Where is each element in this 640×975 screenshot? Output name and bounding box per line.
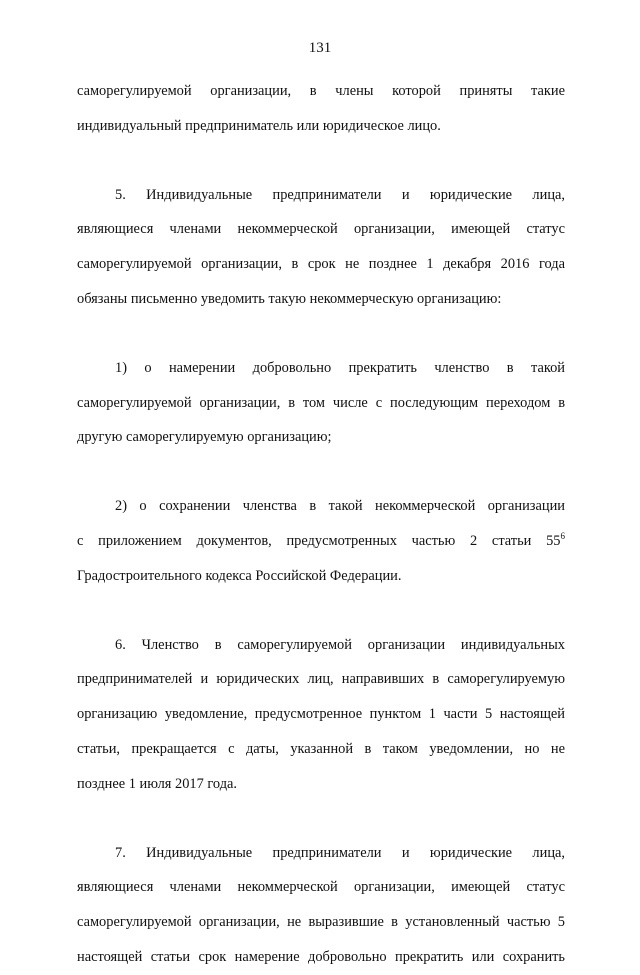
list-item-2 [77,489,565,593]
text-line: предпринимателей и юридических лиц, направивших в саморегулируемую [77,671,565,688]
text-line: являющиеся членами некоммерческой организации, имеющей статус [77,221,565,238]
text-line: саморегулируемой организации, в члены которой приняты такие [77,83,565,99]
text-line: статьи, прекращается с даты, указанной в таком уведомлении, но не [77,740,565,757]
text-line-main: с приложением документов, предусмотренных частью 2 статьи 55 [77,532,561,549]
text-line: Градостроительного кодекса Российской Федерации. [77,567,402,584]
superscript: 6 [560,531,565,542]
text-line: другую саморегулируемую организацию; [77,429,332,446]
paragraph-continuation [77,74,565,144]
text-line: настоящей статьи срок намерение добровольно прекратить или сохранить [77,948,565,965]
paragraph-5 [77,178,565,317]
text-line: саморегулируемой организации, не выразившие в установленный частью 5 [77,914,565,931]
text-line: саморегулируемой организации, в срок не позднее 1 декабря 2016 года [77,256,565,273]
document-body [77,74,565,975]
text-line: являющиеся членами некоммерческой организации, имеющей статус [77,879,565,896]
text-line: 5. Индивидуальные предприниматели и юридические лица, [115,186,565,203]
text-line: 6. Членство в саморегулируемой организации индивидуальных [115,636,565,653]
text-line: организацию уведомление, предусмотренное пунктом 1 части 5 настоящей [77,706,565,723]
paragraph-7 [77,836,565,975]
page-number: 131 [308,40,332,56]
text-line: позднее 1 июля 2017 года. [77,775,238,792]
text-line: 7. Индивидуальные предприниматели и юридические лица, [115,844,565,861]
paragraph-6 [77,628,565,802]
text-line: обязаны письменно уведомить такую некоммерческую организацию: [77,290,502,307]
text-line: 2) о сохранении членства в такой некоммерческой организации [115,498,565,515]
text-line [77,524,565,559]
text-line: саморегулируемой организации, в том числе с последующим переходом в [77,394,565,411]
text-line: индивидуальный предприниматель или юридическое лицо. [77,117,441,134]
text-line: 1) о намерении добровольно прекратить членство в такой [115,359,565,376]
list-item-1 [77,351,565,455]
